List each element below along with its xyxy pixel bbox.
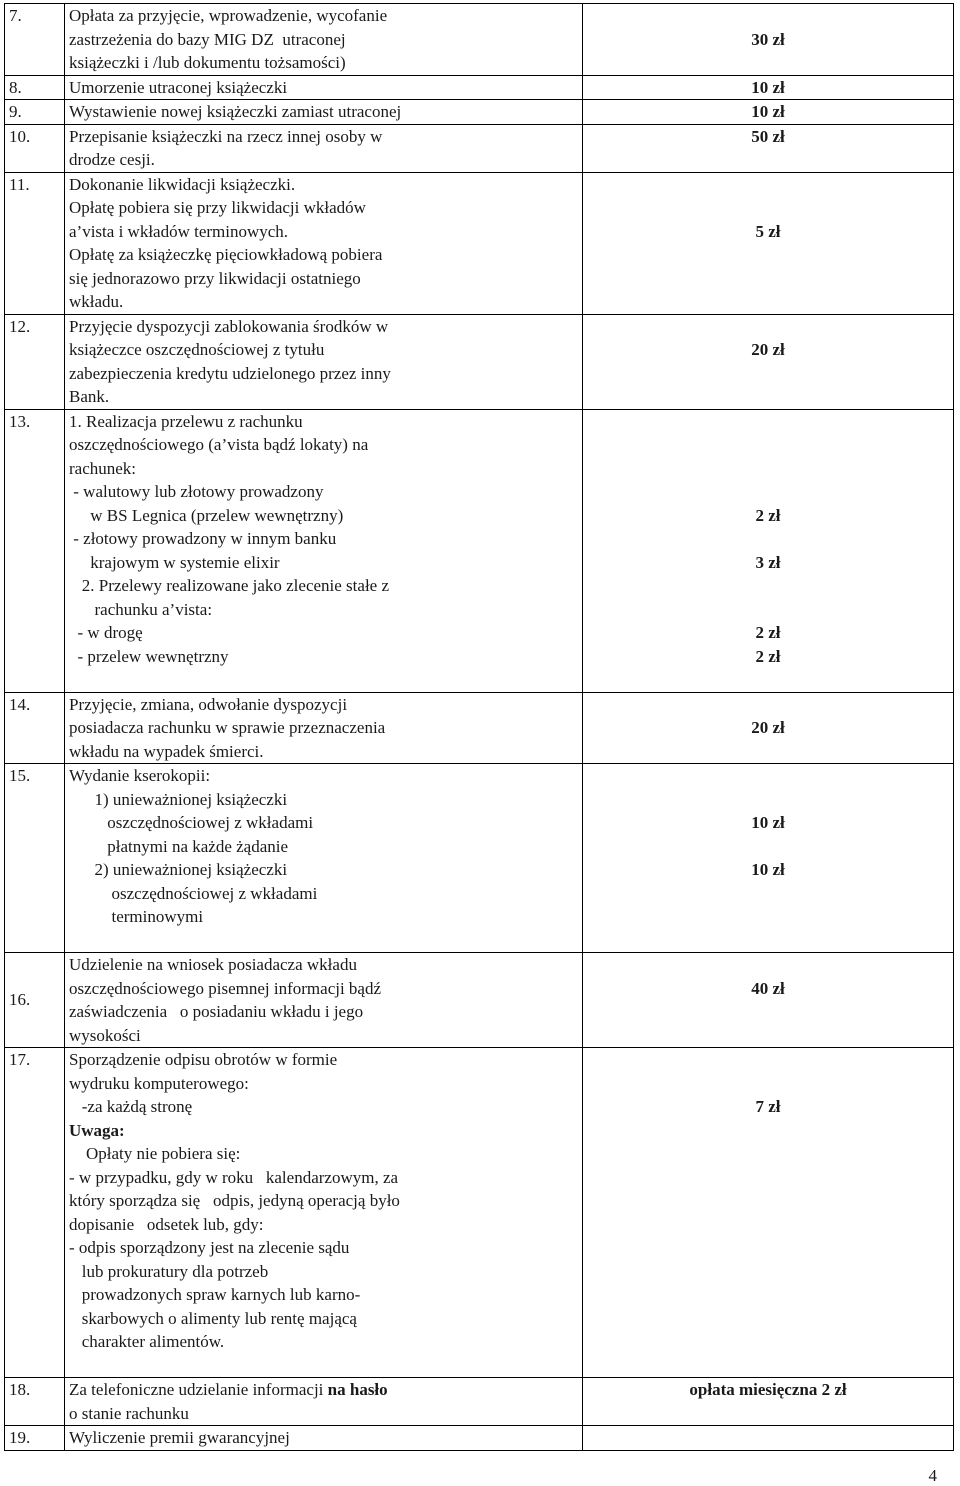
fee-value <box>587 362 949 386</box>
description-line: Opłatę za książeczkę pięciowkładową pobiera <box>69 245 383 264</box>
fee-value: 2 zł <box>755 646 781 666</box>
fee-value <box>587 1072 949 1096</box>
row-description <box>65 1426 583 1451</box>
fee-value <box>587 457 949 481</box>
fee-value <box>587 882 949 906</box>
row-fee <box>583 409 954 692</box>
description-line: a’vista i wkładów terminowych. <box>69 221 289 241</box>
description-line: - złotowy prowadzony w innym banku <box>69 529 337 548</box>
fee-value <box>587 315 949 339</box>
description-line: - w przypadku, gdy w roku kalendarzowym, za <box>69 1167 399 1187</box>
fee-value <box>587 1426 949 1450</box>
fee-value <box>587 1213 949 1237</box>
description-line: Wydanie kserokopii: <box>69 766 211 785</box>
description-line: płatnymi na każde żądanie <box>69 836 289 856</box>
fee-value <box>587 433 949 457</box>
fee-value: 20 zł <box>751 718 785 737</box>
table-row <box>5 1426 954 1451</box>
description-line: w BS Legnica (przelew wewnętrzny) <box>69 505 344 525</box>
description-line: skarbowych o alimenty lub rentę mającą <box>69 1308 357 1328</box>
row-number: 12. <box>5 314 65 409</box>
fee-value <box>587 1142 949 1166</box>
fee-value: 7 zł <box>755 1097 781 1116</box>
fee-value <box>587 740 949 764</box>
table-row <box>5 409 954 692</box>
table-row <box>5 953 954 1048</box>
fee-value: 3 zł <box>755 552 781 572</box>
description-line: wkładu na wypadek śmierci. <box>69 741 264 761</box>
table-row <box>5 314 954 409</box>
fee-value <box>587 1024 949 1048</box>
row-description <box>65 124 583 172</box>
row-number: 9. <box>5 100 65 125</box>
description-line: Bank. <box>69 387 110 406</box>
row-fee <box>583 100 954 125</box>
row-number: 13. <box>5 409 65 692</box>
fee-value: 10 zł <box>751 102 785 121</box>
fee-value <box>587 668 949 692</box>
fee-value <box>587 1000 949 1024</box>
description-line: książeczki i /lub dokumentu tożsamości) <box>69 53 346 72</box>
fee-value <box>587 788 949 812</box>
fee-value <box>587 1189 949 1213</box>
fee-value <box>587 480 949 504</box>
row-number: 7. <box>5 4 65 76</box>
description-line: zastrzeżenia do bazy MIG DZ utraconej <box>69 29 346 49</box>
fee-table-body <box>5 4 954 1451</box>
fee-value: 20 zł <box>751 340 785 359</box>
table-row <box>5 764 954 953</box>
fee-value <box>587 51 949 75</box>
fee-value <box>587 385 949 409</box>
description-line: - odpis sporządzony jest na zlecenie sądu <box>69 1238 350 1257</box>
fee-value: 50 zł <box>751 126 785 146</box>
fee-value: 10 zł <box>751 813 785 832</box>
fee-value <box>587 1354 949 1378</box>
row-fee <box>583 314 954 409</box>
description-line: Przepisanie książeczki na rzecz innej osoby w <box>69 126 383 146</box>
row-number: 19. <box>5 1426 65 1451</box>
row-fee <box>583 1378 954 1426</box>
fee-value <box>587 1166 949 1190</box>
fee-value <box>587 1260 949 1284</box>
table-row <box>5 1048 954 1378</box>
row-fee <box>583 692 954 764</box>
description-line: rachunek: <box>69 458 137 478</box>
row-number: 14. <box>5 692 65 764</box>
fee-value <box>587 1283 949 1307</box>
row-description <box>65 314 583 409</box>
table-row <box>5 1378 954 1426</box>
row-fee <box>583 4 954 76</box>
description-line: zaświadczenia o posiadaniu wkładu i jego <box>69 1002 364 1021</box>
row-description <box>65 75 583 100</box>
fee-value <box>587 929 949 953</box>
description-line: książeczce oszczędnościowej z tytułu <box>69 340 325 359</box>
fee-value: 2 zł <box>755 505 781 525</box>
row-fee <box>583 124 954 172</box>
row-fee <box>583 764 954 953</box>
fee-value: 10 zł <box>751 860 785 879</box>
description-line: Opłaty nie pobiera się: <box>69 1144 241 1163</box>
fee-value <box>587 1119 949 1143</box>
row-number: 17. <box>5 1048 65 1378</box>
fee-value <box>587 527 949 551</box>
row-number: 16. <box>5 953 65 1048</box>
fee-value: 5 zł <box>755 221 781 241</box>
fee-value <box>587 173 949 197</box>
description-line: lub prokuratury dla potrzeb <box>69 1261 269 1281</box>
description-emphasis: na hasło <box>327 1380 388 1399</box>
table-row <box>5 100 954 125</box>
fee-value: 10 zł <box>751 77 785 97</box>
fee-value: 30 zł <box>751 29 785 49</box>
description-line: Dokonanie likwidacji książeczki. <box>69 174 296 194</box>
description-line: wydruku komputerowego: <box>69 1073 249 1093</box>
fee-value <box>587 574 949 598</box>
fee-value <box>587 410 949 434</box>
description-line: który sporządza się odpis, jedyną operacją było <box>69 1191 400 1210</box>
fee-value <box>587 953 949 977</box>
table-row <box>5 124 954 172</box>
row-number: 15. <box>5 764 65 953</box>
description-line: wkładu. <box>69 292 124 311</box>
fee-value <box>587 148 949 172</box>
description-line: Wyliczenie premii gwarancyjnej <box>69 1428 290 1447</box>
fee-value: opłata miesięczna 2 zł <box>689 1380 847 1399</box>
row-description <box>65 953 583 1048</box>
row-description <box>65 172 583 314</box>
description-line: Umorzenie utraconej książeczki <box>69 77 288 97</box>
fee-value <box>587 243 949 267</box>
description-line: dopisanie odsetek lub, gdy: <box>69 1214 264 1234</box>
description-line: wysokości <box>69 1025 141 1045</box>
description-line: oszczędnościowej z wkładami <box>69 883 318 903</box>
fee-value: 2 zł <box>755 623 781 642</box>
table-row <box>5 692 954 764</box>
row-fee <box>583 1426 954 1451</box>
description-line <box>69 1378 578 1402</box>
fee-value <box>587 598 949 622</box>
fee-value <box>587 196 949 220</box>
row-description <box>65 4 583 76</box>
row-description <box>65 409 583 692</box>
description-line: się jednorazowo przy likwidacji ostatniego <box>69 268 361 288</box>
row-fee <box>583 172 954 314</box>
description-line: charakter alimentów. <box>69 1332 225 1351</box>
description-line: prowadzonych spraw karnych lub karno- <box>69 1285 361 1304</box>
fee-value <box>587 1048 949 1072</box>
row-fee <box>583 1048 954 1378</box>
fee-value <box>587 693 949 717</box>
description-line: Uwaga: <box>69 1120 125 1140</box>
description-line <box>69 668 578 692</box>
description-line: oszczędnościowego pisemnej informacji bądź <box>69 978 382 998</box>
fee-value <box>587 1330 949 1354</box>
description-line: -za każdą stronę <box>69 1097 193 1116</box>
description-line: Sporządzenie odpisu obrotów w formie <box>69 1050 338 1069</box>
fee-value <box>587 764 949 788</box>
description-line: Wystawienie nowej książeczki zamiast utraconej <box>69 102 402 121</box>
row-fee <box>583 953 954 1048</box>
fee-value <box>587 1236 949 1260</box>
description-line: rachunku a’vista: <box>69 599 213 619</box>
row-fee <box>583 75 954 100</box>
table-row <box>5 172 954 314</box>
fee-value <box>587 4 949 28</box>
description-line: Opłata za przyjęcie, wprowadzenie, wycofanie <box>69 6 388 25</box>
description-line: oszczędnościowego (a’vista bądź lokaty) na <box>69 435 369 454</box>
description-line: 2) unieważnionej książeczki <box>69 860 288 879</box>
description-text: Za telefoniczne udzielanie informacji <box>69 1380 328 1399</box>
row-description <box>65 100 583 125</box>
description-line <box>69 1354 578 1378</box>
description-line: drodze cesji. <box>69 150 155 169</box>
page-number: 4 <box>928 1466 937 1485</box>
description-line: krajowym w systemie elixir <box>69 552 280 572</box>
fee-value <box>587 835 949 859</box>
row-description <box>65 1378 583 1426</box>
row-number: 8. <box>5 75 65 100</box>
description-line: - walutowy lub złotowy prowadzony <box>69 482 324 501</box>
fee-value <box>587 905 949 929</box>
description-line <box>69 929 578 953</box>
fee-value <box>587 290 949 314</box>
description-line: posiadacza rachunku w sprawie przeznaczenia <box>69 718 386 737</box>
row-number: 11. <box>5 172 65 314</box>
description-line: Przyjęcie dyspozycji zablokowania środków w <box>69 316 389 336</box>
description-line: Przyjęcie, zmiana, odwołanie dyspozycji <box>69 694 348 714</box>
description-line: - w drogę <box>69 623 143 642</box>
description-line: zabezpieczenia kredytu udzielonego przez inny <box>69 363 391 383</box>
row-description <box>65 1048 583 1378</box>
description-line: oszczędnościowej z wkładami <box>69 813 314 832</box>
fee-value <box>583 1402 953 1426</box>
description-line: 1) unieważnionej książeczki <box>69 789 288 809</box>
table-row <box>5 75 954 100</box>
fee-value <box>587 1307 949 1331</box>
description-line: terminowymi <box>69 907 204 926</box>
description-line: 2. Przelewy realizowane jako zlecenie stałe z <box>69 576 390 595</box>
description-line: 1. Realizacja przelewu z rachunku <box>69 411 303 431</box>
fee-value: 40 zł <box>751 978 785 998</box>
row-number: 18. <box>5 1378 65 1426</box>
description-line: Udzielenie na wniosek posiadacza wkładu <box>69 955 357 974</box>
fee-value <box>587 267 949 291</box>
fee-table <box>4 3 954 1451</box>
row-description <box>65 692 583 764</box>
description-line: o stanie rachunku <box>69 1403 189 1423</box>
row-description <box>65 764 583 953</box>
description-line: Opłatę pobiera się przy likwidacji wkładów <box>69 198 366 217</box>
description-line: - przelew wewnętrzny <box>69 646 229 666</box>
table-row <box>5 4 954 76</box>
row-number: 10. <box>5 124 65 172</box>
